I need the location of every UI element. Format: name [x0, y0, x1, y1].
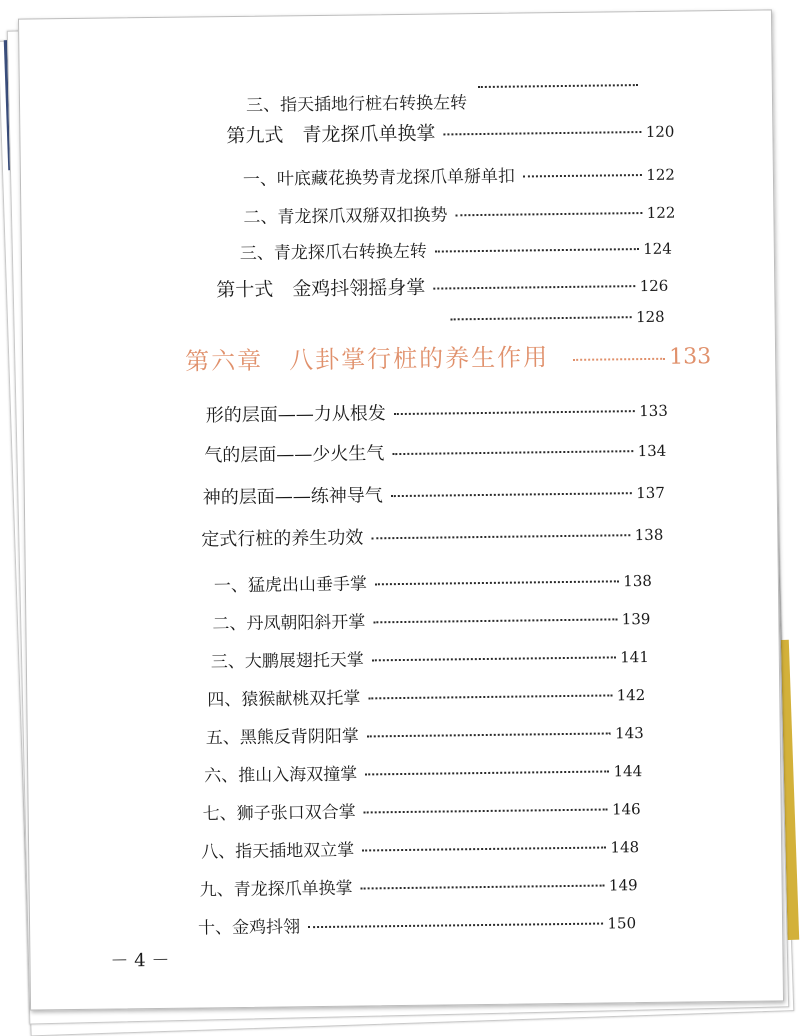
- toc-entry-page: 144: [613, 762, 643, 781]
- toc-entry-page: 137: [636, 483, 665, 503]
- leader-dots: [365, 770, 609, 775]
- toc-entry-title: 形的层面——力从根发: [205, 403, 386, 427]
- toc-entry: [198, 908, 636, 938]
- toc-entry-page: 141: [620, 647, 649, 667]
- toc-entry-title: 九、青龙探爪单换掌: [199, 878, 353, 901]
- toc-entry-title: 第十式 金鸡抖翎摇身掌: [216, 276, 426, 302]
- toc-entry-page: 148: [610, 838, 640, 857]
- toc-entry-page: 138: [634, 525, 664, 545]
- toc-entry: [211, 642, 649, 672]
- leader-dots: [362, 847, 606, 852]
- toc-entry-title: 八、指天插地双立掌: [201, 840, 355, 863]
- toc-entry: [204, 436, 666, 468]
- toc-entry-page: 120: [645, 122, 675, 141]
- leader-dots: [391, 492, 632, 497]
- leader-dots: [451, 316, 632, 320]
- leader-dots: [371, 534, 630, 539]
- toc-entry: [212, 604, 650, 634]
- toc-entry: [240, 234, 672, 264]
- toc-entry-page: 133: [639, 401, 668, 421]
- leader-dots: [435, 248, 639, 252]
- toc-entry: [243, 198, 675, 228]
- toc-entry-title: 神的层面——练神导气: [202, 485, 383, 509]
- toc-entry-page: 138: [623, 571, 652, 591]
- page-number-folio: － 4 －: [110, 949, 170, 972]
- toc-entry: [216, 270, 668, 303]
- toc-entry-title: 六、推山入海双撞掌: [204, 764, 358, 787]
- toc-entry-title: 三、指天插地行桩右转换左转: [245, 93, 468, 116]
- toc-entry-page: 128: [635, 307, 665, 327]
- toc-entry-page: 150: [607, 914, 637, 933]
- leader-dots: [361, 885, 605, 890]
- toc-entry: [199, 870, 637, 900]
- toc-entry: [206, 396, 668, 428]
- toc-entry: [246, 88, 478, 116]
- toc-entry-page: 149: [608, 876, 638, 895]
- toc-entry-page: 142: [616, 686, 646, 705]
- leader-dots: [364, 808, 608, 813]
- toc-entry-title: 三、青龙探爪右转换左转: [239, 241, 427, 264]
- toc-entry: [214, 566, 652, 596]
- toc-entry: [226, 116, 674, 148]
- leader-dots: [367, 732, 611, 737]
- toc-entry-page: 124: [643, 239, 672, 259]
- table-of-contents: [19, 10, 783, 1009]
- toc-entry-title: 二、丹凤朝阳斜开掌: [212, 612, 366, 635]
- leader-dots: [308, 923, 603, 929]
- leader-dots: [523, 174, 642, 177]
- toc-entry-page: 122: [646, 203, 676, 222]
- chapter-title: 第六章 八卦掌行桩的养生作用: [185, 343, 550, 376]
- leader-dots: [455, 212, 642, 216]
- toc-entry-title: 五、黑熊反背阴阳掌: [205, 726, 359, 749]
- leader-dots: [392, 450, 633, 455]
- toc-entry: [206, 718, 644, 748]
- toc-entry-title: 十、金鸡抖翎: [197, 917, 301, 939]
- toc-entry: [243, 160, 675, 190]
- toc-entry: [203, 794, 641, 824]
- leader-dots: [373, 618, 617, 623]
- toc-entry-title: 三、大鹏展翅托天掌: [210, 650, 364, 673]
- toc-entry-page: 143: [614, 724, 644, 743]
- book-page: [18, 9, 784, 1010]
- toc-entry-page: 134: [637, 441, 667, 461]
- toc-entry-title: 四、猿猴献桃双托掌: [207, 688, 361, 711]
- toc-entry-page: 139: [621, 609, 651, 629]
- toc-leader-continuation: [470, 88, 642, 92]
- toc-entry-page: 126: [639, 276, 669, 296]
- leader-dots: [433, 285, 635, 289]
- toc-entry: [204, 756, 642, 786]
- toc-entry: [201, 832, 639, 862]
- leader-dots: [372, 656, 616, 661]
- chapter-page: 133: [669, 344, 712, 370]
- leader-dots: [478, 84, 638, 88]
- toc-entry: [201, 520, 663, 552]
- toc-entry-page: 146: [611, 800, 641, 819]
- toc-entry-title: 定式行桩的养生功效: [201, 527, 364, 551]
- toc-entry-title: 一、叶底藏花换势青龙探爪单掰单扣: [242, 166, 516, 190]
- leader-dots: [443, 131, 641, 135]
- toc-chapter-entry: [185, 336, 712, 377]
- toc-entry: [203, 478, 665, 510]
- toc-entry-title: 一、猛虎出山垂手掌: [213, 574, 368, 597]
- toc-entry-title: 七、狮子张口双合掌: [202, 802, 356, 825]
- toc-entry: [207, 680, 645, 710]
- toc-leader-continuation: [443, 308, 665, 329]
- toc-entry-title: 气的层面——少火生气: [204, 443, 385, 467]
- leader-dots: [573, 358, 665, 361]
- leader-dots: [368, 694, 612, 699]
- toc-entry-title: 二、青龙探爪双掰双扣换势: [243, 205, 448, 228]
- leader-dots: [375, 580, 619, 585]
- toc-entry-title: 第九式 青龙探爪单换掌: [226, 122, 436, 148]
- toc-entry-page: 122: [646, 165, 676, 184]
- leader-dots: [394, 410, 635, 415]
